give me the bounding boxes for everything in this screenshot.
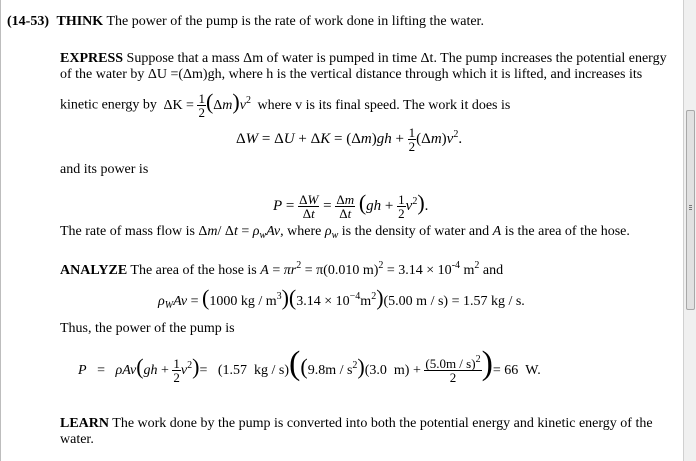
think-paragraph <box>7 14 484 30</box>
express-line-1 <box>60 51 667 67</box>
think-text: The power of the pump is the rate of work done in lifting the water. <box>106 14 484 29</box>
learn-label: LEARN <box>60 416 110 431</box>
problem-number: (14-53) <box>7 14 49 29</box>
power-equation: P = $\frac{\Delta W}{\Delta t}$ = $\frac{\Delta m}{\Delta t}$ (gh + $\frac{1}{2}$ $v^2$). <box>273 189 429 221</box>
flow-equation: $\rho_WAv = (1000$ kg / $m^3)(3.14 \times 10^{-4}m^2)(5.00$ m / s) = 1.57 kg / s. <box>158 285 525 311</box>
vertical-scrollbar[interactable] <box>683 0 696 461</box>
express-text-3b: where v is its final speed. The work it does is <box>257 97 511 113</box>
learn-text-1: The work done by the pump is converted into both the potential energy and kinetic energy of the <box>112 416 653 431</box>
express-line-2: of the water by ΔU =(Δm)gh, where h is the vertical distance through which it is lifted, and increases its <box>60 67 643 82</box>
learn-line-1 <box>60 416 653 432</box>
final-power-equation: P = ρAv(gh + $\frac{1}{2}$ $v^2)= (1.57$ kg / $s)((9.8m / s^2)(3.0$ m) + $\frac{(5.0m / s)^2}{2}$ )= 66 W. <box>78 345 541 386</box>
analyze-line: ANALYZE The area of the hose is $A = \pi r^2 = \pi(0.010$ $m)^2 = 3.14 \times 10^{-4}$ $m^2$ and <box>60 260 504 278</box>
power-intro: and its power is <box>60 162 149 177</box>
think-label: THINK <box>56 14 104 29</box>
learn-line-2: water. <box>60 432 94 447</box>
express-line-3 <box>60 88 511 120</box>
work-equation: ΔW = ΔU + ΔK = (Δm)gh + $\frac{1}{2}$ $(\Delta m)v^2$. <box>236 125 463 154</box>
delta-k-formula: ΔK = $\frac{1}{2}$ $(\Delta m)v^2$ <box>163 88 251 120</box>
express-label: EXPRESS <box>60 51 124 66</box>
analyze-label: ANALYZE <box>60 263 128 278</box>
thus-text: Thus, the power of the pump is <box>60 321 235 336</box>
mass-flow-text: The rate of mass flow is Δm/ $\Delta t = \rho_wAv$, where $\rho_w$ is the density of water and A is the area of the hose. <box>60 224 630 241</box>
scrollbar-thumb[interactable] <box>686 110 695 310</box>
express-text-1: Suppose that a mass Δm of water is pumped in time Δt. The pump increases the potential energy <box>126 51 667 66</box>
express-text-3a: kinetic energy by <box>60 97 157 113</box>
